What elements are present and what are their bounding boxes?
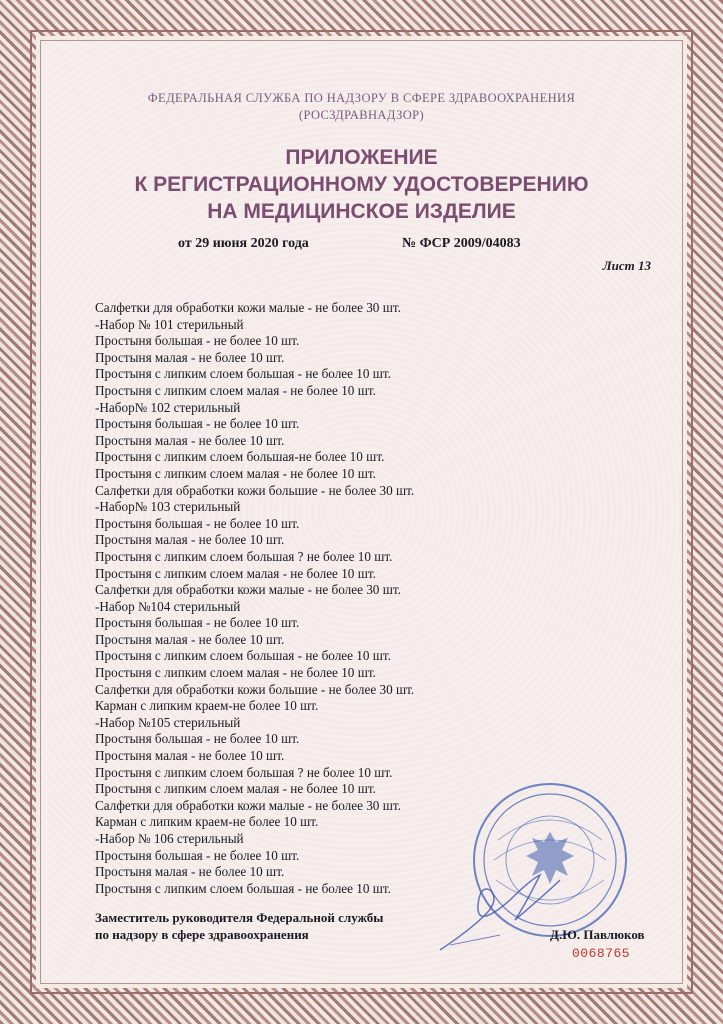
- agency-abbreviation: (РОСЗДРАВНАДЗОР): [298, 108, 425, 122]
- list-item: Простыня с липким слоем малая - не более 10 шт.: [95, 465, 376, 481]
- document-title: [0, 144, 723, 225]
- list-item: Простыня большая - не более 10 шт.: [95, 615, 300, 631]
- title-line-3: НА МЕДИЦИНСКОЕ ИЗДЕЛИЕ: [207, 200, 516, 223]
- list-item: -Набор №104 стерильный: [95, 598, 241, 614]
- list-item: Салфетки для обработки кожи малые - не более 30 шт.: [95, 300, 401, 315]
- list-item: Карман с липким краем-не более 10 шт.: [95, 698, 319, 714]
- list-item: Простыня большая - не более 10 шт.: [95, 333, 300, 349]
- list-item: Салфетки для обработки кожи малые - не более 30 шт.: [95, 797, 401, 813]
- handwritten-signature: [430, 860, 570, 960]
- items-list: [95, 300, 515, 897]
- list-item: -Набор № 101 стерильный: [95, 316, 244, 332]
- list-item: Простыня большая - не более 10 шт.: [95, 515, 300, 531]
- list-item: Простыня малая - не более 10 шт.: [95, 864, 285, 880]
- list-item: Карман с липким краем-не более 10 шт.: [95, 814, 319, 830]
- list-item: Простыня малая - не более 10 шт.: [95, 432, 285, 448]
- agency-header: [0, 90, 723, 124]
- list-item: Простыня малая - не более 10 шт.: [95, 748, 285, 764]
- list-item: Салфетки для обработки кожи большие - не более 30 шт.: [95, 681, 415, 697]
- list-item: Простыня большая - не более 10 шт.: [95, 731, 300, 747]
- agency-name: ФЕДЕРАЛЬНАЯ СЛУЖБА ПО НАДЗОРУ В СФЕРЕ ЗДРАВООХРАНЕНИЯ: [147, 91, 576, 105]
- list-item: Простыня малая - не более 10 шт.: [95, 631, 285, 647]
- list-item: Простыня большая - не более 10 шт.: [95, 416, 300, 432]
- list-item: Простыня с липким слоем большая - не более 10 шт.: [95, 880, 391, 896]
- registration-number: № ФСР 2009/04083: [402, 236, 521, 251]
- serial-number: 0068765: [572, 946, 631, 961]
- list-item: Простыня с липким слоем малая - не более 10 шт.: [95, 565, 376, 581]
- list-item: Простыня с липким слоем большая-не более 10 шт.: [95, 449, 385, 465]
- list-item: -Набор№ 103 стерильный: [95, 499, 241, 515]
- list-item: Простыня малая - не более 10 шт.: [95, 349, 285, 365]
- signer-title-line-2: по надзору в сфере здравоохранения: [95, 927, 309, 942]
- list-item: Простыня с липким слоем большая - не более 10 шт.: [95, 366, 391, 382]
- list-item: Простыня с липким слоем большая - не более 10 шт.: [95, 648, 391, 664]
- list-item: Салфетки для обработки кожи малые - не более 30 шт.: [95, 582, 401, 598]
- title-line-2: К РЕГИСТРАЦИОННОМУ УДОСТОВЕРЕНИЮ: [134, 173, 589, 196]
- list-item: Простыня большая - не более 10 шт.: [95, 847, 300, 863]
- list-item: Простыня с липким слоем малая - не более 10 шт.: [95, 382, 376, 398]
- list-item: Простыня с липким слоем большая ? не более 10 шт.: [95, 548, 393, 564]
- list-item: Простыня с липким слоем малая - не более 10 шт.: [95, 665, 376, 681]
- signer-name: Д.Ю. Павлюков: [550, 927, 645, 942]
- list-item: Простыня с липким слоем большая ? не более 10 шт.: [95, 764, 393, 780]
- list-item: Простыня малая - не более 10 шт.: [95, 532, 285, 548]
- signer-title-line-1: Заместитель руководителя Федеральной службы: [95, 910, 384, 925]
- list-item: Салфетки для обработки кожи большие - не более 30 шт.: [95, 482, 415, 498]
- title-line-1: ПРИЛОЖЕНИЕ: [285, 146, 438, 169]
- sheet-number: Лист 13: [602, 258, 651, 273]
- issue-date: от 29 июня 2020 года: [178, 236, 309, 251]
- list-item: Простыня с липким слоем малая - не более 10 шт.: [95, 781, 376, 797]
- list-item: -Набор №105 стерильный: [95, 714, 241, 730]
- list-item: -Набор№ 102 стерильный: [95, 399, 241, 415]
- signer-title: [95, 909, 383, 943]
- list-item: -Набор № 106 стерильный: [95, 831, 244, 846]
